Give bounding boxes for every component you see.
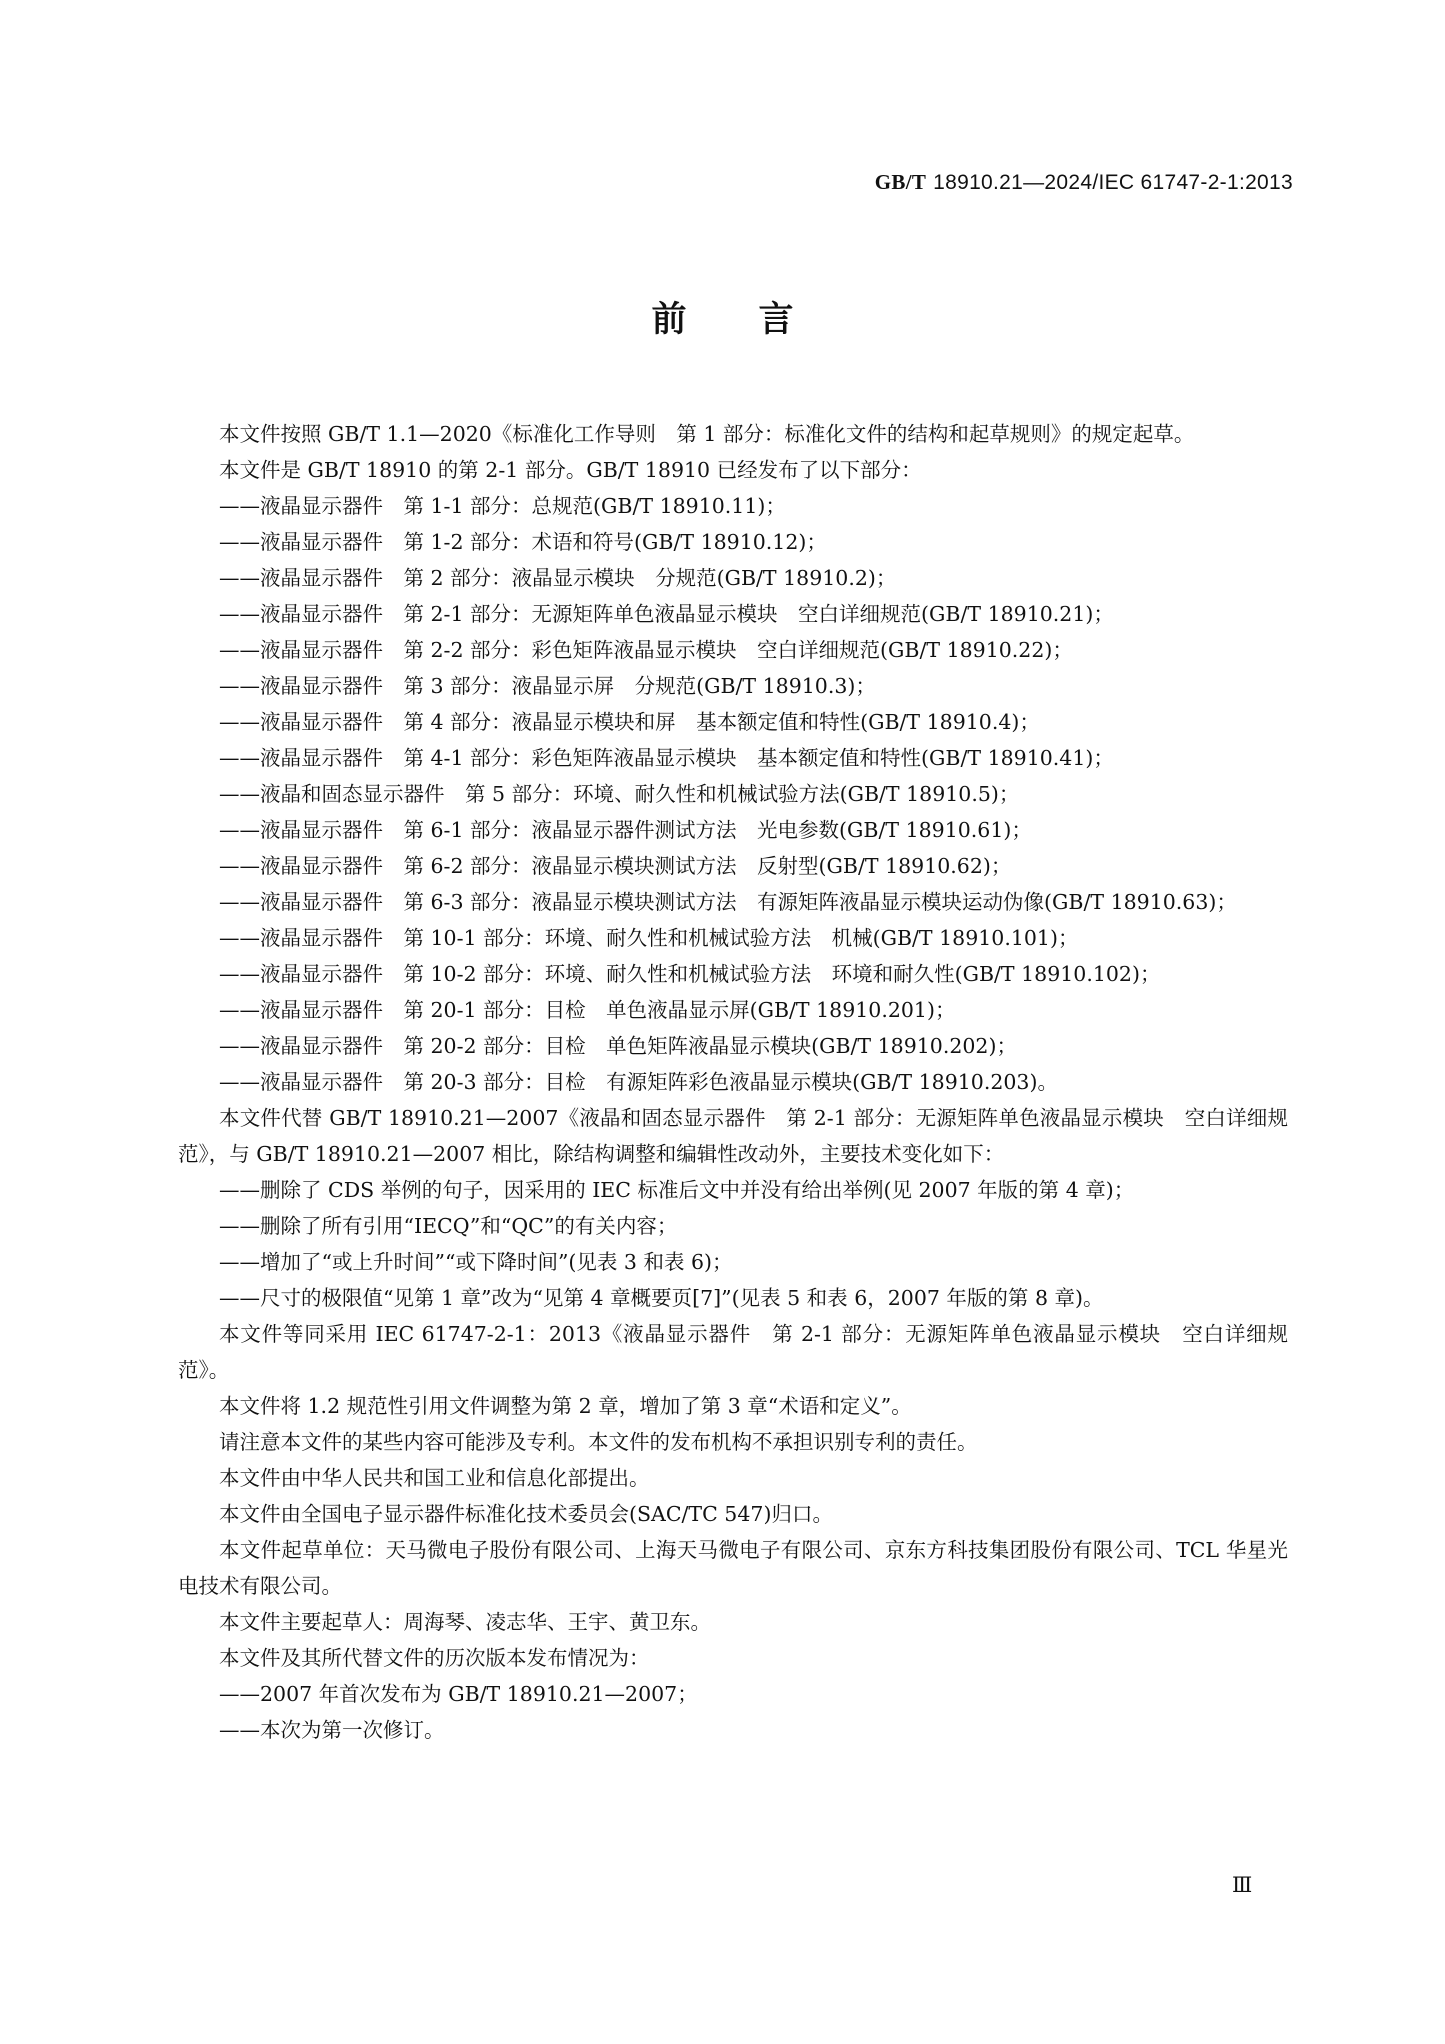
list-item: ——液晶显示器件 第 6-1 部分：液晶显示器件测试方法 光电参数(GB/T 18910.61)； (219, 818, 1032, 842)
list-item: ——液晶显示器件 第 3 部分：液晶显示屏 分规范(GB/T 18910.3)； (219, 674, 876, 698)
paragraph: 请注意本文件的某些内容可能涉及专利。本文件的发布机构不承担识别专利的责任。 (219, 1430, 978, 1454)
list-item: ——液晶显示器件 第 4-1 部分：彩色矩阵液晶显示模块 基本额定值和特性(GB/T 18910.41)； (219, 746, 1114, 770)
paragraph: 本文件由中华人民共和国工业和信息化部提出。 (219, 1466, 650, 1490)
list-item: ——液晶显示器件 第 20-1 部分：目检 单色液晶显示屏(GB/T 18910.201)； (219, 998, 956, 1022)
list-item: ——本次为第一次修订。 (219, 1718, 445, 1742)
list-item: ——液晶显示器件 第 6-2 部分：液晶显示模块测试方法 反射型(GB/T 18910.62)； (219, 854, 1012, 878)
paragraph: 本文件及其所代替文件的历次版本发布情况为： (219, 1646, 650, 1670)
page-number: Ⅲ (1232, 1873, 1253, 1897)
list-item: ——液晶显示器件 第 4 部分：液晶显示模块和屏 基本额定值和特性(GB/T 18910.4)； (219, 710, 1040, 734)
list-item: ——液晶和固态显示器件 第 5 部分：环境、耐久性和机械试验方法(GB/T 18910.5)； (219, 782, 1020, 806)
paragraph: 本文件由全国电子显示器件标准化技术委员会(SAC/TC 547)归口。 (219, 1502, 833, 1526)
document-header (875, 170, 1293, 195)
list-item: ——液晶显示器件 第 1-1 部分：总规范(GB/T 18910.11)； (219, 494, 786, 518)
paragraph: 本文件主要起草人：周海琴、凌志华、王宇、黄卫东。 (219, 1610, 711, 1634)
list-item: ——液晶显示器件 第 1-2 部分：术语和符号(GB/T 18910.12)； (219, 530, 827, 554)
paragraph: 本文件是 GB/T 18910 的第 2-1 部分。GB/T 18910 已经发布了以下部分： (219, 458, 922, 482)
list-item: ——液晶显示器件 第 10-1 部分：环境、耐久性和机械试验方法 机械(GB/T 18910.101)； (219, 926, 1079, 950)
paragraph: 本文件代替 GB/T 18910.21—2007《液晶和固态显示器件 第 2-1 部分：无源矩阵单色液晶显示模块 空白详细规范》，与 GB/T 18910.21—2007 相比，除结构调整和编辑性改动外，主要技术变化如下： (178, 1106, 1288, 1166)
list-item: ——液晶显示器件 第 10-2 部分：环境、耐久性和机械试验方法 环境和耐久性(GB/T 18910.102)； (219, 962, 1161, 986)
list-item: ——液晶显示器件 第 2-2 部分：彩色矩阵液晶显示模块 空白详细规范(GB/T 18910.22)； (219, 638, 1073, 662)
list-item: ——液晶显示器件 第 20-3 部分：目检 有源矩阵彩色液晶显示模块(GB/T 18910.203)。 (219, 1070, 1058, 1094)
list-item: ——增加了“或上升时间”“或下降时间”(见表 3 和表 6)； (219, 1250, 733, 1274)
list-item: ——液晶显示器件 第 6-3 部分：液晶显示模块测试方法 有源矩阵液晶显示模块运动伪像(GB/T 18910.63)； (219, 890, 1237, 914)
standard-number: 18910.21—2024/IEC 61747-2-1:2013 (933, 171, 1293, 194)
paragraph: 本文件起草单位：天马微电子股份有限公司、上海天马微电子有限公司、京东方科技集团股份有限公司、TCL 华星光电技术有限公司。 (178, 1538, 1288, 1598)
standard-code: GB/T (874, 170, 927, 194)
paragraph: 本文件等同采用 IEC 61747-2-1：2013《液晶显示器件 第 2-1 部分：无源矩阵单色液晶显示模块 空白详细规范》。 (178, 1322, 1288, 1382)
foreword-body (178, 416, 1288, 1748)
list-item: ——尺寸的极限值“见第 1 章”改为“见第 4 章概要页[7]”(见表 5 和表 6，2007 年版的第 8 章)。 (219, 1286, 1104, 1310)
list-item: ——液晶显示器件 第 20-2 部分：目检 单色矩阵液晶显示模块(GB/T 18910.202)； (219, 1034, 1017, 1058)
list-item: ——液晶显示器件 第 2 部分：液晶显示模块 分规范(GB/T 18910.2)； (219, 566, 897, 590)
paragraph: 本文件按照 GB/T 1.1—2020《标准化工作导则 第 1 部分：标准化文件的结构和起草规则》的规定起草。 (219, 422, 1195, 446)
list-item: ——液晶显示器件 第 2-1 部分：无源矩阵单色液晶显示模块 空白详细规范(GB/T 18910.21)； (219, 602, 1114, 626)
list-item: ——删除了 CDS 举例的句子，因采用的 IEC 标准后文中并没有给出举例(见 2007 年版的第 4 章)； (219, 1178, 1135, 1202)
list-item: ——2007 年首次发布为 GB/T 18910.21—2007； (219, 1682, 698, 1706)
page-title: 前言 (651, 300, 866, 340)
list-item: ——删除了所有引用“IECQ”和“QC”的有关内容； (219, 1214, 678, 1238)
paragraph: 本文件将 1.2 规范性引用文件调整为第 2 章，增加了第 3 章“术语和定义”。 (219, 1394, 912, 1418)
